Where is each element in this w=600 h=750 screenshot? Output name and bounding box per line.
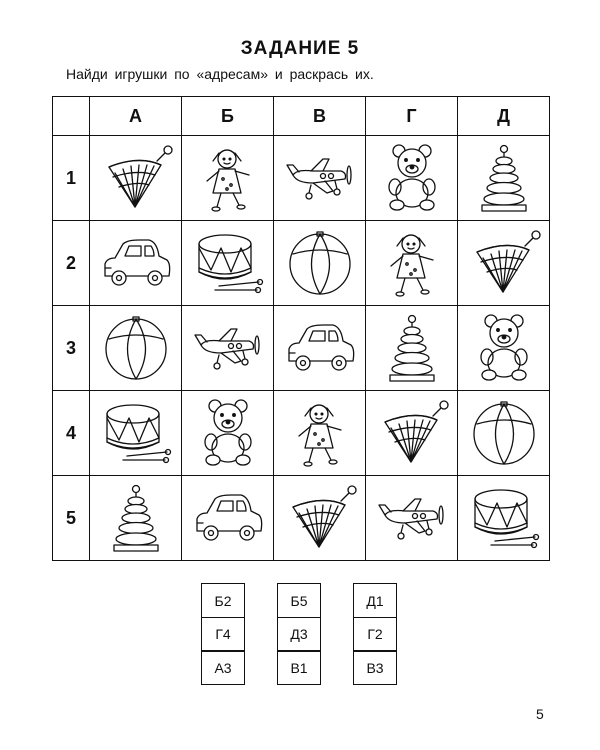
task-title: ЗАДАНИЕ 5 <box>240 38 360 59</box>
grid-cell[interactable] <box>274 221 366 306</box>
spinning-top-icon <box>281 481 359 555</box>
ball-icon <box>97 311 175 385</box>
airplane-icon <box>373 481 451 555</box>
grid-row <box>53 136 550 221</box>
grid-cell[interactable] <box>90 306 182 391</box>
grid-cell[interactable] <box>90 476 182 561</box>
grid-cell[interactable] <box>90 391 182 476</box>
grid-row <box>53 221 550 306</box>
address-code: А3 <box>201 650 245 685</box>
grid-cell[interactable] <box>182 136 274 221</box>
grid-row <box>53 306 550 391</box>
grid-cell[interactable] <box>182 391 274 476</box>
grid-cell[interactable] <box>274 391 366 476</box>
stacking-pyramid-icon <box>373 311 451 385</box>
row-header: 3 <box>53 306 90 391</box>
address-code: В1 <box>277 650 321 685</box>
toy-car-icon <box>97 226 175 300</box>
col-header: Б <box>182 97 274 136</box>
address-code: Д1 <box>353 583 397 618</box>
address-code: Д3 <box>277 617 321 652</box>
grid-cell[interactable] <box>366 306 458 391</box>
address-code: В3 <box>353 650 397 685</box>
address-group <box>277 583 321 685</box>
teddy-bear-icon <box>373 141 451 215</box>
grid-cell[interactable] <box>182 306 274 391</box>
grid-cell[interactable] <box>366 136 458 221</box>
doll-icon <box>189 141 267 215</box>
grid-cell[interactable] <box>458 306 550 391</box>
airplane-icon <box>189 311 267 385</box>
ball-icon <box>281 226 359 300</box>
row-header: 2 <box>53 221 90 306</box>
grid-cell[interactable] <box>366 221 458 306</box>
address-code: Б5 <box>277 583 321 618</box>
ball-icon <box>465 396 543 470</box>
address-code: Б2 <box>201 583 245 618</box>
spinning-top-icon <box>465 226 543 300</box>
grid-cell[interactable] <box>274 136 366 221</box>
drum-icon <box>97 396 175 470</box>
stacking-pyramid-icon <box>97 481 175 555</box>
grid-header-row <box>53 97 550 136</box>
col-header: Г <box>366 97 458 136</box>
grid-cell[interactable] <box>458 136 550 221</box>
grid-cell[interactable] <box>90 221 182 306</box>
grid-cell[interactable] <box>366 391 458 476</box>
address-code: Г2 <box>353 617 397 652</box>
grid-cell[interactable] <box>366 476 458 561</box>
task-instruction: Найди игрушки по «адресам» и раскрась их. <box>66 66 374 82</box>
row-header: 4 <box>53 391 90 476</box>
toy-car-icon <box>281 311 359 385</box>
toy-grid <box>52 96 550 561</box>
doll-icon <box>373 226 451 300</box>
address-group <box>201 583 245 685</box>
spinning-top-icon <box>97 141 175 215</box>
stacking-pyramid-icon <box>465 141 543 215</box>
grid-cell[interactable] <box>182 221 274 306</box>
grid-cell[interactable] <box>458 391 550 476</box>
doll-icon <box>281 396 359 470</box>
toy-car-icon <box>189 481 267 555</box>
drum-icon <box>189 226 267 300</box>
grid-cell[interactable] <box>90 136 182 221</box>
col-header: А <box>90 97 182 136</box>
row-header: 5 <box>53 476 90 561</box>
drum-icon <box>465 481 543 555</box>
grid-cell[interactable] <box>458 476 550 561</box>
grid-row <box>53 476 550 561</box>
address-code: Г4 <box>201 617 245 652</box>
grid-cell[interactable] <box>182 476 274 561</box>
spinning-top-icon <box>373 396 451 470</box>
grid-cell[interactable] <box>458 221 550 306</box>
teddy-bear-icon <box>465 311 543 385</box>
grid-cell[interactable] <box>274 476 366 561</box>
airplane-icon <box>281 141 359 215</box>
grid-corner <box>53 97 90 136</box>
teddy-bear-icon <box>189 396 267 470</box>
address-group <box>353 583 397 685</box>
grid-cell[interactable] <box>274 306 366 391</box>
col-header: Д <box>458 97 550 136</box>
grid-row <box>53 391 550 476</box>
row-header: 1 <box>53 136 90 221</box>
col-header: В <box>274 97 366 136</box>
page-number: 5 <box>536 706 544 722</box>
